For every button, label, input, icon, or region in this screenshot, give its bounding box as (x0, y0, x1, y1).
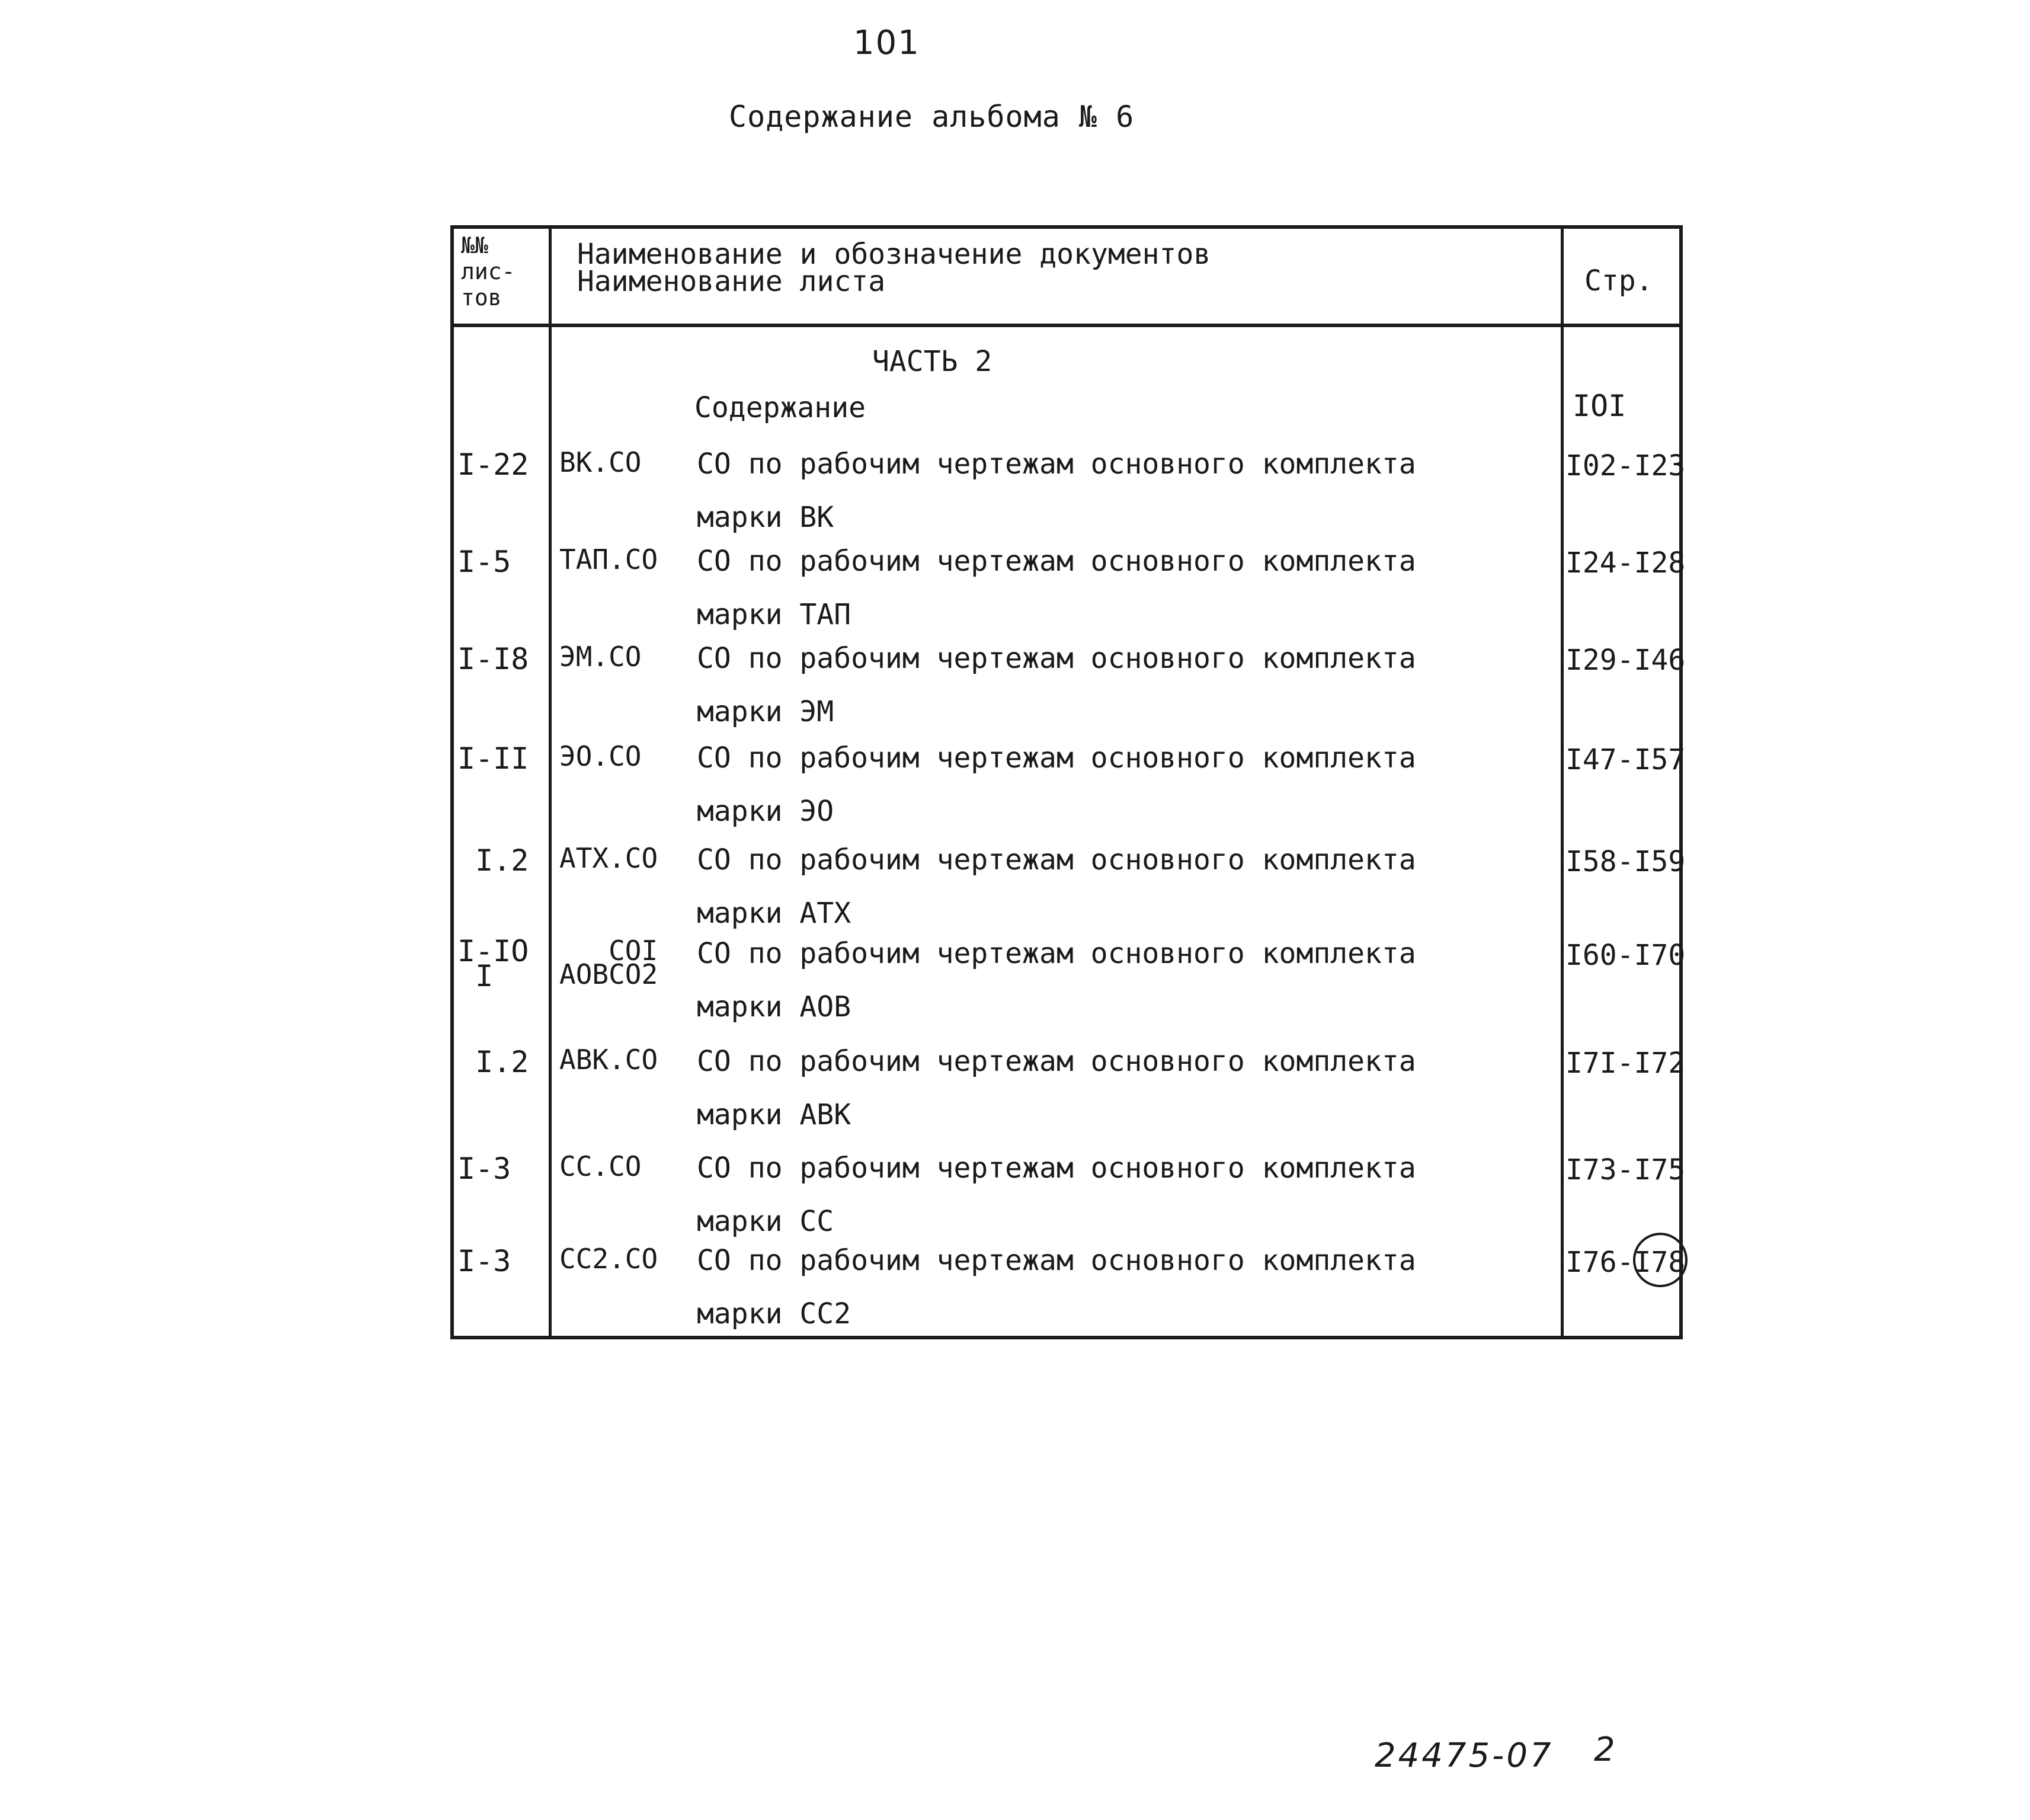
row-code: ЭО.СО (559, 740, 642, 772)
row-description: СО по рабочим чертежам основного комплекта марки ЭМ (697, 642, 1416, 728)
row-sheets: I-II (457, 741, 529, 776)
row-code: СС2.СО (559, 1243, 658, 1275)
header-divider (454, 324, 1679, 327)
row-description: СО по рабочим чертежам основного комплекта марки АОВ (697, 937, 1416, 1023)
row-description: СО по рабочим чертежам основного комплекта марки ВК (697, 447, 1416, 534)
contents-label: Содержание (694, 391, 866, 424)
row-description: СО по рабочим чертежам основного комплекта марки АВК (697, 1045, 1416, 1131)
row-sheets: I-I8 (457, 642, 529, 676)
table-row (454, 641, 1686, 744)
row-sheets: I-3 (457, 1244, 511, 1278)
row-pages: I29-I46 (1565, 644, 1686, 677)
contents-page: IOI (1573, 389, 1626, 423)
row-code: ЭМ.СО (559, 641, 642, 673)
row-code: ВК.СО (559, 446, 642, 478)
table-row (454, 934, 1686, 1039)
row-description: СО по рабочим чертежам основного комплекта марки ТАП (697, 545, 1416, 631)
page-number: 101 (853, 24, 920, 62)
row-pages: I60-I70 (1565, 939, 1686, 972)
header-sheets: №№ лис- тов (461, 232, 515, 311)
row-description: СО по рабочим чертежам основного комплекта марки ЭО (697, 741, 1416, 828)
table-row (454, 1243, 1686, 1346)
row-description: СО по рабочим чертежам основного комплекта марки СС (697, 1152, 1416, 1238)
row-sheets: I-3 (457, 1152, 511, 1186)
part-title: ЧАСТЬ 2 (872, 345, 992, 378)
row-code: СС.СО (559, 1150, 642, 1182)
row-pages: I47-I57 (1565, 743, 1686, 776)
header-page: Стр. (1584, 264, 1653, 298)
row-sheets: I-IO I (457, 934, 529, 993)
row-pages: I58-I59 (1565, 845, 1686, 878)
row-sheets: I-5 (457, 545, 511, 579)
sheet-number: 2 (1594, 1731, 1615, 1769)
row-sheets: I.2 (457, 1045, 529, 1079)
row-description: СО по рабочим чертежам основного комплекта марки СС2 (697, 1244, 1416, 1330)
album-title: Содержание альбома № 6 (729, 100, 1135, 134)
row-sheets: I-22 (457, 447, 529, 482)
row-sheets: I.2 (457, 843, 529, 878)
handwritten-circle-mark (1633, 1233, 1688, 1287)
row-pages: I02-I23 (1565, 449, 1686, 482)
row-code: ТАП.СО (559, 543, 658, 575)
row-code: COI АОВСО2 (559, 935, 658, 990)
table-row (454, 740, 1686, 844)
row-pages: I76-I78 (1565, 1246, 1686, 1279)
row-pages: I7I-I72 (1565, 1047, 1686, 1080)
document-code: 24475-07 (1375, 1736, 1554, 1775)
header-name: Наименование и обозначение документов Наименование листа (577, 238, 1211, 298)
row-pages: I73-I75 (1565, 1153, 1686, 1186)
contents-table (450, 225, 1686, 1339)
table-row (454, 1044, 1686, 1147)
row-description: СО по рабочим чертежам основного комплекта марки АТХ (697, 843, 1416, 930)
row-code: АВК.СО (559, 1044, 658, 1076)
row-code: АТХ.СО (559, 842, 658, 874)
row-pages: I24-I28 (1565, 546, 1686, 580)
